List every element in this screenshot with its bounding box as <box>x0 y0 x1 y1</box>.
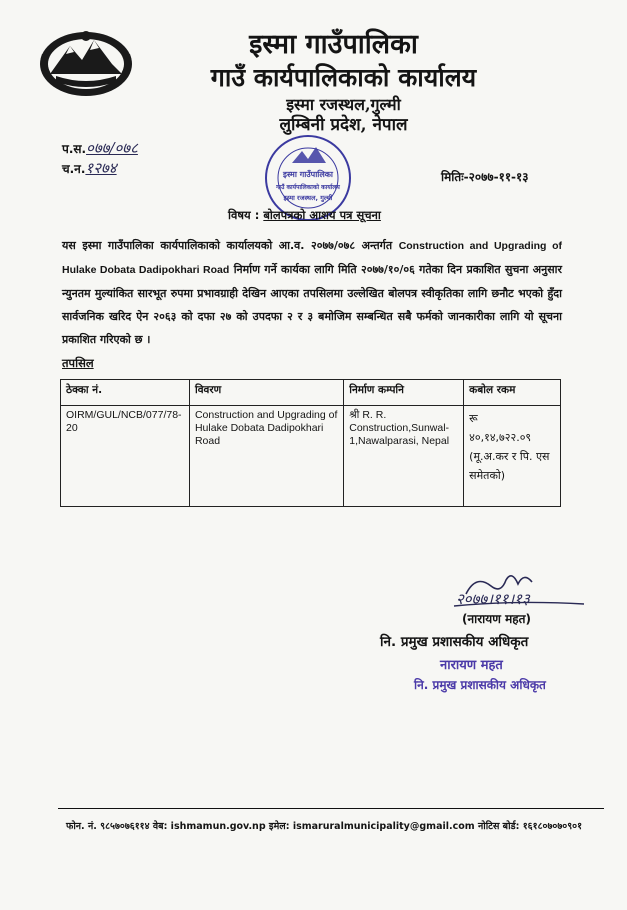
stamp-line3: इस्मा रजस्थल, गुल्मी <box>283 194 333 202</box>
contract-table <box>60 379 561 507</box>
header-amount: कबोल रकम <box>464 380 561 406</box>
body-project-name: Construction and Upgrading of Hulake Dobata Dadipokhari Road <box>62 240 562 276</box>
header-description: विवरण <box>189 380 343 406</box>
stamp-line1: इस्मा गाउँपालिका <box>283 170 333 179</box>
chalani-number <box>62 158 117 178</box>
amount-note: (मू.अ.कर र पि. एस समेतको) <box>469 450 550 482</box>
province-line: लुम्बिनी प्रदेश, नेपाल <box>279 115 408 135</box>
cell-company: श्री R. R. Construction,Sunwal-1,Nawalparasi, Nepal <box>344 406 464 507</box>
body-part1: यस इस्मा गाउँपालिका कार्यपालिकाको कार्यालयको आ.व. २०७७/०७८ अन्तर्गत <box>62 239 393 252</box>
signature-date: २०७७।११।१३ <box>456 590 530 608</box>
cell-amount <box>464 406 561 507</box>
footer-contact: फोन. नं. ९८५७०७६११४ वेब: ishmamun.gov.np इमेल: ismaruralmunicipality@gmail.com नोटिस बोर्ड: १६१८०७०७०९०१ <box>66 821 583 832</box>
seal-name: नारायण महत <box>440 658 503 673</box>
details-heading: तपसिल <box>62 356 94 370</box>
body-part2: निर्माण गर्ने कार्यका लागि मिति २०७७/१०/०६ गतेका दिन प्रकाशित सुचना अनुसार न्युनतम मुल्यांकित सारभूत रुपमा प्रभावग्राही देखिन आएका तपसिलमा उल्लेखित बोलपत्र स्वीकृतिका लागि छनौट भएको हुँदा सार्वजनिक खरिद ऐन २०६३ को दफा २७ को उपदफा २ र ३ बमोजिम सम्बन्धित सबै फर्मको जानकारीका लागि यो सूचना प्रकाशित गरिएको छ । <box>62 263 563 346</box>
amount-value: ४०,१४,७२२.०९ <box>469 431 532 444</box>
subject-line <box>228 208 381 223</box>
table-row <box>61 406 561 507</box>
patra-label: प.स. <box>62 142 87 156</box>
municipality-title: इस्मा गाउँपालिका <box>249 29 418 60</box>
notice-body <box>62 234 562 351</box>
signatory-name: (नारायण महत) <box>462 612 531 626</box>
footer-divider <box>58 808 604 809</box>
chalani-label: च.न. <box>62 162 86 176</box>
cell-contract-no: OIRM/GUL/NCB/077/78-20 <box>61 406 190 507</box>
signature-mark <box>446 564 586 614</box>
amount-currency: रू <box>469 412 478 425</box>
header-contract-no: ठेक्का नं. <box>61 380 190 406</box>
subject-label: विषय : <box>228 208 260 222</box>
patra-value: ०७७/०७८ <box>86 139 138 157</box>
header-company: निर्माण कम्पनि <box>344 380 464 406</box>
subject-text: बोलपत्रको आशय पत्र सूचना <box>263 208 381 222</box>
cell-description: Construction and Upgrading of Hulake Dobata Dadipokhari Road <box>189 406 343 507</box>
chalani-value: १२७४ <box>85 159 117 177</box>
table-header-row <box>61 380 561 406</box>
patra-sankhya <box>62 138 138 158</box>
office-title: गाउँ कार्यपालिकाको कार्यालय <box>210 63 477 92</box>
seal-title: नि. प्रमुख प्रशासकीय अधिकृत <box>414 678 546 692</box>
date-line: मितिः-२०७७-११-१३ <box>441 170 529 184</box>
signatory-title: नि. प्रमुख प्रशासकीय अधिकृत <box>380 634 529 650</box>
office-address: इस्मा रजस्थल,गुल्मी <box>286 95 401 114</box>
stamp-line2: गाउँ कार्यपालिकाको कार्यालय <box>276 184 340 191</box>
